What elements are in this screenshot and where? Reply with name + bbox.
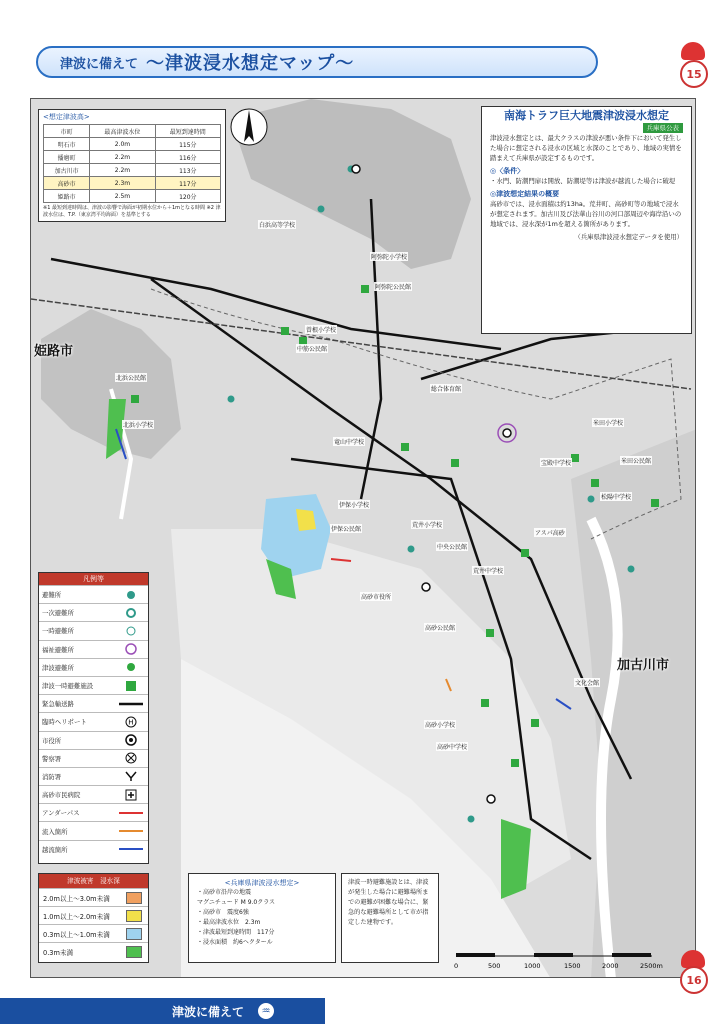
map-place-label: 北浜小学校 [123, 422, 154, 429]
legend-row: 一次避難所 [39, 603, 148, 621]
legend-row: 津波避難所 [39, 658, 148, 676]
city-hall-marker [422, 583, 430, 591]
legend-row: 福祉避難所 [39, 640, 148, 658]
hyogo-box-title: <兵庫県津波浸水想定> [224, 879, 300, 887]
map-place-label: 北浜公民館 [116, 375, 147, 382]
legend-row: 津波一時避難施設 [39, 676, 148, 694]
welfare-shelter-icon [125, 643, 137, 655]
fire-station-icon [125, 770, 137, 782]
shelter-marker [651, 499, 659, 507]
depth-swatch [126, 910, 142, 922]
shelter-marker [481, 699, 489, 707]
map-place-label: 竜山中学校 [334, 439, 365, 446]
map-place-label: 荒井中学校 [473, 568, 504, 575]
map-place-label: 米田小学校 [593, 420, 624, 427]
shelter-marker [531, 719, 539, 727]
table-header: 最短到達時間 [155, 125, 220, 138]
shelter-marker [281, 327, 289, 335]
map-place-label: 阿弥陀小学校 [371, 254, 408, 261]
depth-legend-title: 津波被害 浸水深 [39, 874, 148, 888]
police-icon [125, 752, 137, 764]
legend-row: 高砂市民病院 [39, 785, 148, 803]
scale-label: 1500 [564, 962, 581, 970]
facility-legend [38, 572, 149, 864]
overflow-line [119, 846, 143, 852]
info-overview-title: ◎津波想定結果の概要 [490, 190, 560, 198]
footer-text: 津波に備えて [172, 1004, 245, 1019]
scale-label: 500 [488, 962, 501, 970]
legend-row: 一時避難所 [39, 621, 148, 639]
table-row-highlighted: 高砂市 2.3m 117分 [44, 177, 221, 190]
legend-row: 警察署 [39, 749, 148, 767]
tsunami-shelter-icon [126, 662, 136, 672]
scale-bar [452, 950, 670, 974]
north-arrow-icon [230, 106, 268, 148]
legend-row: 市役所 [39, 731, 148, 749]
emergency-route-line [119, 701, 143, 707]
shelter-marker [521, 549, 529, 557]
shelter-marker [591, 479, 599, 487]
info-panel [481, 106, 692, 334]
depth-swatch [126, 892, 142, 904]
depth-swatch [126, 928, 142, 940]
footer-logo-icon: ♒ [258, 1003, 274, 1019]
city-hall-marker [352, 165, 360, 173]
evacuation-note-box [341, 873, 439, 963]
city-label-himeji: 姫路市 [34, 344, 74, 359]
map-place-label: 松陽中学校 [601, 494, 632, 501]
map-place-label: 高砂市役所 [361, 594, 392, 601]
map-place-label: 中央公民館 [437, 544, 468, 551]
map-place-label: 高砂中学校 [437, 744, 468, 751]
depth-row: 0.3m以上～1.0m未満 [39, 924, 148, 942]
shelter-marker [451, 459, 459, 467]
scale-label: 0 [454, 962, 459, 970]
scale-label: 2500m [640, 962, 663, 970]
city-hall-marker [503, 429, 511, 437]
hospital-icon [125, 789, 137, 801]
page-title: 〜津波浸水想定マップ〜 [146, 53, 355, 74]
shelter-marker [511, 759, 519, 767]
north-arrow [230, 106, 268, 148]
primary-shelter-icon [126, 608, 136, 618]
page-title-banner [36, 46, 598, 78]
table-header: 市町 [44, 125, 90, 138]
map-place-label: 伊保小学校 [339, 502, 370, 509]
info-footer: （兵庫県津波浸水想定データを使用） [574, 233, 683, 241]
map-place-label: 曽根小学校 [306, 327, 337, 334]
scale-label: 1000 [524, 962, 541, 970]
table-row: 播磨町 2.2m 116分 [44, 151, 221, 164]
heliport-icon [125, 716, 137, 728]
legend-row: 消防署 [39, 767, 148, 785]
temporary-shelter-icon [126, 626, 136, 636]
legend-row: 避難所 [39, 585, 148, 603]
page-number-top: 15 [680, 60, 708, 88]
legend-row: アンダーパス [39, 803, 148, 821]
info-intro: 津波浸水想定とは、最大クラスの津波が悪い条件下において発生した場合に想定される浸水の区域と水深のことであり、地域の実情を踏まえて兵庫県が設定するものです。 [490, 134, 682, 162]
shelter-marker [401, 443, 409, 451]
legend-row: 緊急輸送路 [39, 694, 148, 712]
city-hall-icon [125, 734, 137, 746]
map-place-label: 荒井小学校 [412, 522, 443, 529]
depth-legend [38, 873, 149, 963]
page-subtitle: 津波に備えて [60, 56, 139, 72]
arrival-table-caption: <想定津波高> [43, 113, 90, 121]
primary-shelter-marker [318, 206, 325, 213]
depth-row: 0.3m未満 [39, 942, 148, 960]
table-header: 最高津波水位 [90, 125, 155, 138]
page-number-bottom: 16 [680, 966, 708, 994]
mascot-icon-top [681, 42, 705, 60]
map-place-label: 伊保公民館 [331, 526, 362, 533]
map-place-label: 中筋公民館 [297, 346, 328, 353]
table-row: 姫路市 2.5m 120分 [44, 190, 221, 203]
map-place-label: 宝殿中学校 [541, 460, 572, 467]
shelter-marker [361, 285, 369, 293]
info-overview-text: 高砂市では、浸水面積は約13ha。荒井町、高砂町等の地域で浸水が想定されます。加古川及び法華山谷川の河口部周辺や海岸沿いの地域では、浸水深が1mを超える箇所があります。 [490, 200, 682, 228]
city-label-kakogawa: 加古川市 [617, 658, 670, 673]
info-condition-text: ・水門、防潮門扉は開放、防潮堤等は津波が越流した場合に破堤 [490, 177, 676, 185]
hyogo-assumption-box: <兵庫県津波浸水想定> ・高砂市沿岸の地震 マグニチュード M 9.0クラス ・高砂市 震度6強 ・最高津波水位 2.3m ・津波最短到達時間 117分 ・浸水面積 約6ヘクタール [188, 873, 336, 963]
shelter-marker [486, 629, 494, 637]
arrival-time-table [38, 109, 226, 222]
primary-shelter-marker [588, 496, 595, 503]
map-place-label: 高砂小学校 [425, 722, 456, 729]
primary-shelter-marker [408, 546, 415, 553]
shelter-marker [571, 454, 579, 462]
info-title: 南海トラフ巨大地震津波浸水想定 [504, 109, 669, 122]
legend-row: 流入箇所 [39, 821, 148, 839]
tsunami-evacuation-building-icon [125, 680, 137, 692]
footer-bar [0, 998, 325, 1024]
map-place-label: 米田公民館 [621, 458, 652, 465]
map-place-label: 白浜高等学校 [259, 222, 296, 229]
info-condition-title: ◎〈条件〉 [490, 167, 525, 175]
depth-row: 1.0m以上～2.0m未満 [39, 906, 148, 924]
legend-title: 凡例等 [39, 573, 148, 585]
arrival-table-note: ※1 最短到達時間は、津波の影響で海面が初期水位から＋1mとなる時間 ※2 津波水位は、T.P.（東京湾平均海面）を基準とする [43, 205, 221, 218]
primary-shelter-marker [468, 816, 475, 823]
city-hall-marker [487, 795, 495, 803]
scale-label: 2000 [602, 962, 619, 970]
map-place-label: 阿弥陀公民館 [375, 284, 412, 291]
legend-row: 越流箇所 [39, 840, 148, 858]
legend-row: 臨時ヘリポート H [39, 712, 148, 730]
svg-text:H: H [128, 718, 134, 727]
map-place-label: 総合体育館 [431, 386, 462, 393]
flood-area-yellow [296, 509, 316, 531]
map-place-label: 文化会館 [575, 680, 600, 687]
map-place-label: アスパ高砂 [535, 530, 565, 537]
evacuation-note-text: 津波一時避難施設とは、津波が発生した場合に避難場所までの避難が困難な場合に、緊急的な避難場所として市が指定した建物です。 [348, 879, 429, 926]
map-place-label: 高砂公民館 [425, 625, 456, 632]
arrival-table [43, 124, 221, 203]
depth-swatch [126, 946, 142, 958]
table-row: 加古川市 2.2m 113分 [44, 164, 221, 177]
depth-row: 2.0m以上～3.0m未満 [39, 888, 148, 906]
scale-bar-graphic [452, 950, 670, 974]
shelter-icon [126, 590, 136, 600]
primary-shelter-marker [228, 396, 235, 403]
source-badge: 兵庫県公表 [643, 123, 684, 133]
inflow-line [119, 828, 143, 834]
shelter-marker [131, 395, 139, 403]
underpass-line [119, 810, 143, 816]
table-row: 明石市 2.0m 115分 [44, 138, 221, 151]
primary-shelter-marker [628, 566, 635, 573]
